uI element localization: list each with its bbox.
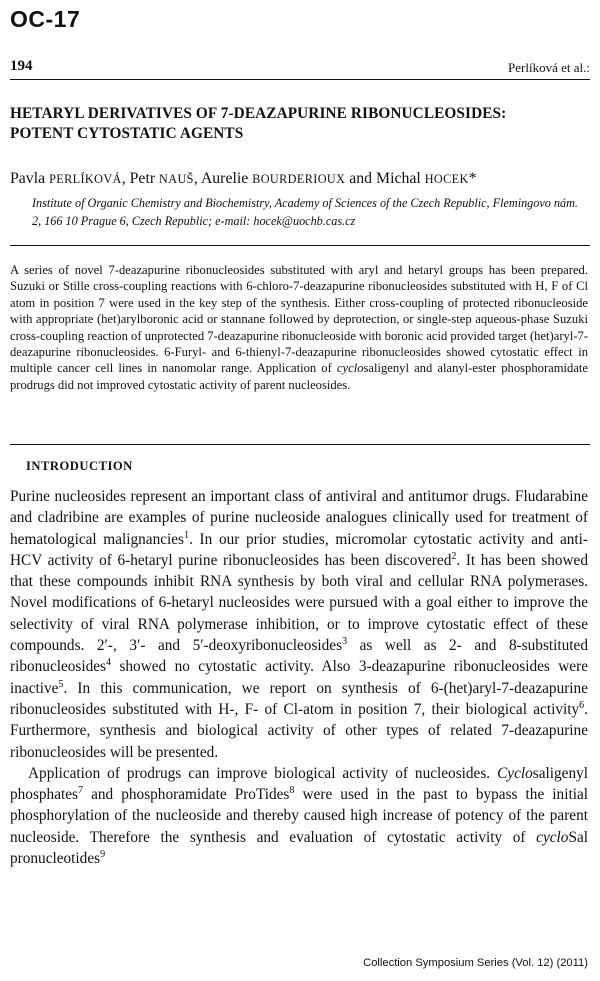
reference-number: 8 bbox=[289, 785, 295, 797]
abstract-paragraph bbox=[10, 262, 588, 393]
introduction-body bbox=[10, 486, 588, 869]
corresponding-mark: * bbox=[468, 170, 477, 187]
author-4-last: HOCEK bbox=[424, 172, 469, 186]
author-1-first: Pavla bbox=[10, 170, 46, 187]
author-1-last: PERLÍKOVÁ bbox=[49, 172, 122, 186]
paragraph-text: Sal pronucleotides bbox=[10, 828, 588, 868]
reference-number: 2 bbox=[451, 550, 457, 562]
abstract-bottom-rule bbox=[10, 444, 590, 445]
author-3-first: Aurelie bbox=[200, 170, 249, 187]
paragraph-text: were used in the past to bypass the initial phosphorylation of the nucleoside and thereby caused high increase of potency of the parent nucleoside. Therefore the synthesis and evaluation of cytostatic activity of bbox=[10, 786, 588, 846]
abstract bbox=[10, 262, 588, 393]
series-footer: Collection Symposium Series (Vol. 12) (2011) bbox=[363, 957, 588, 969]
paragraph-text: and phosphoramidate ProTides bbox=[83, 786, 290, 804]
author-3-last: BOURDERIOUX bbox=[252, 172, 346, 186]
intro-paragraph-1 bbox=[10, 486, 588, 763]
author-2-first: Petr bbox=[129, 170, 156, 187]
abstract-code: OC-17 bbox=[10, 6, 81, 32]
author-4-first: Michal bbox=[376, 170, 421, 187]
article-title: HETARYL DERIVATIVES OF 7-DEAZAPURINE RIBONUCLEOSIDES: POTENT CYTOSTATIC AGENTS bbox=[10, 105, 507, 142]
italic-text: Cyclo bbox=[497, 764, 533, 782]
header-rule bbox=[10, 79, 590, 80]
paragraph-text: . Furthermore, synthesis and biological activity of other types of related 7-deazapurine ribonucleosides will be presented. bbox=[10, 700, 588, 761]
reference-number: 4 bbox=[106, 657, 112, 669]
author-list bbox=[10, 170, 477, 188]
author-2-last: NAUŠ bbox=[159, 172, 194, 186]
abstract-text: saligenyl and alanyl-ester phosphoramidate prodrugs did not improved cytostatic activity of parent nucleosides. bbox=[10, 361, 588, 392]
paragraph-text: . It has been showed that these compounds inhibit RNA synthesis by both viral and cellular RNA polymerases. Novel modifications of 6-hetaryl nucleosides were pursued with a goal either to improve the selectivity of viral RNA polymerase inhibition, or to improve cytostatic effect of these compounds. 2′-, 3′- and 5′-deoxyribonucleosides bbox=[10, 551, 588, 655]
author-separator: and bbox=[345, 170, 377, 187]
paragraph-text: as well as 2- and 8-substituted ribonucleosides bbox=[10, 637, 588, 676]
reference-number: 7 bbox=[77, 785, 84, 797]
running-header bbox=[10, 58, 590, 78]
reference-number: 3 bbox=[342, 635, 348, 647]
author-separator: , bbox=[193, 170, 201, 187]
paragraph-text: Purine nucleosides represent an important class of antiviral and antitumor drugs. Fludarabine and cladribine are examples of purine nucleoside analogues clinically used for treatment of hematological malignancies bbox=[10, 488, 588, 548]
reference-number: 5 bbox=[58, 678, 64, 690]
italic-text: cyclo bbox=[536, 828, 569, 846]
author-separator: , bbox=[121, 170, 130, 187]
paragraph-text: showed no cytostatic activity. Also 3-deazapurine ribonucleosides were inactive bbox=[10, 658, 588, 697]
reference-number: 6 bbox=[579, 699, 585, 711]
abstract-top-rule bbox=[10, 245, 590, 246]
paragraph-text: Application of prodrugs can improve biological activity of nucleosides. bbox=[28, 764, 498, 782]
reference-number: 1 bbox=[184, 529, 190, 541]
page-number: 194 bbox=[10, 58, 33, 74]
paragraph-text: . In our prior studies, micromolar cytostatic activity and anti-HCV activity of 6-hetaryl purine ribonucleosides has been discovered bbox=[10, 530, 588, 569]
section-heading-introduction: INTRODUCTION bbox=[26, 459, 133, 473]
paragraph-text: . In this communication, we report on synthesis of 6-(het)aryl-7-deazapurine ribonucleosides substituted with H-, F- of Cl-atom in position 7, their biological activity bbox=[10, 679, 588, 718]
abstract-text: A series of novel 7-deazapurine ribonucleosides substituted with aryl and hetaryl groups has been prepared. Suzuki or Stille cross-coupling reactions with 6-chloro-7-deazapurine ribonucleosides substituted with H, F of Cl atom in position 7 were used in the key step of the synthesis. Either cross-coupling of protected ribonucleoside with appropriate (het)arylboronic acid or stannane followed by deprotection, or single-step aqueous-phase Suzuki cross-coupling reaction of unprotected 7-deazapurine ribonucleoside with boronic acid provided target (het)aryl-7-deazapurine ribonucleosides. 6-Furyl- and 6-thienyl-7-deazapurine ribonucleosides showed cytostatic effect in multiple cancer cell lines in nanomolar range. Application of bbox=[10, 263, 588, 376]
intro-paragraph-2 bbox=[10, 763, 588, 869]
abstract-italic: cyclo bbox=[336, 361, 364, 376]
paragraph-text: saligenyl phosphates bbox=[10, 764, 588, 804]
reference-number: 9 bbox=[100, 848, 106, 860]
running-authors: Perlíková et al.: bbox=[508, 60, 590, 75]
affiliation: Institute of Organic Chemistry and Biochemistry, Academy of Sciences of the Czech Republic, Flemingovo nám. 2, 166 10 Prague 6, Czech Republic; e-mail: hocek@uochb.cas.cz bbox=[32, 196, 578, 228]
